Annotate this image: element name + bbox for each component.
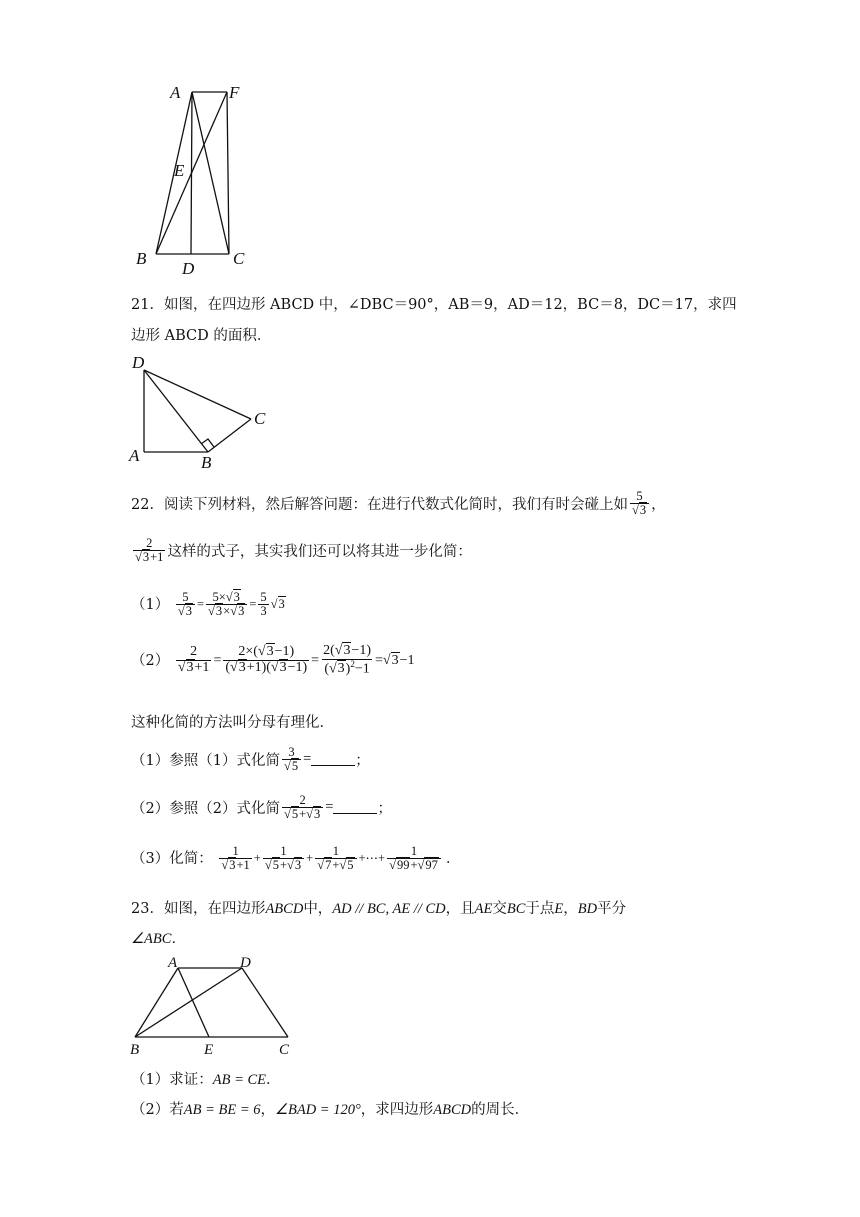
segment-BC: [208, 419, 251, 452]
segment-AB: [135, 968, 178, 1037]
q23-part1: [131, 1068, 281, 1089]
label-B: B: [130, 1042, 140, 1058]
label-E: E: [174, 161, 185, 180]
segment-DC: [242, 968, 288, 1037]
label-A: A: [129, 446, 140, 465]
fraction-2-over-sqrt3-plus-1: $\frac{2}{√3+1}$: [135, 536, 164, 565]
segment-AE: [178, 968, 209, 1037]
q22-summary: 这种化简的方法叫分母有理化．: [131, 715, 334, 731]
q22-part1-end: ；: [355, 753, 370, 770]
figure-q20: [130, 78, 260, 278]
q23-text: 的周长．: [471, 1102, 530, 1118]
q22-part2: （2）参照（2）式化简 $\frac{2}{√5+√3}$ = ；: [131, 793, 392, 822]
q23-part2-label: （2）若: [131, 1102, 184, 1118]
q23-text-line2: ∠ABC．: [131, 931, 186, 947]
q22-intro-text: 22．阅读下列材料，然后解答问题：在进行代数式化简时，我们有时会碰上如: [131, 497, 628, 514]
segment-FC: [227, 92, 229, 254]
q23-text: ，且: [445, 901, 475, 917]
label-F: F: [229, 83, 240, 102]
label-B: B: [136, 249, 147, 268]
answer-blank-1[interactable]: [311, 753, 355, 766]
segment-AC: [192, 92, 229, 254]
q23-var: E: [554, 901, 564, 917]
label-D: D: [240, 955, 251, 971]
q22-example2: [131, 644, 415, 677]
q22-part2-label: （2）参照（2）式化简: [131, 801, 280, 818]
q23-text: 平分: [597, 901, 627, 917]
example1-formula: $\frac{5}{√3}$ = $\frac{5\times√3}{√3\times√3}$ = $\frac{5}{3}$ √3: [177, 590, 285, 619]
fraction-3-over-sqrt5: $\frac{3}{√5}$: [282, 746, 301, 773]
q23-text: 于点: [525, 901, 555, 917]
segment-DB: [144, 370, 208, 452]
label-A: A: [168, 955, 178, 971]
segment-BD: [135, 968, 242, 1037]
q22-intro-comma: ，: [651, 497, 666, 514]
figure-q21: [125, 348, 285, 473]
q23-part2-equation: AB = BE = 6: [183, 1102, 261, 1118]
q22-intro-line2: [131, 537, 472, 564]
example2-formula: $\frac{2}{√3+1}$ = $\frac{2\times(√3-1)}{(√3+1)(√3-1)}$ = $\frac{2(√3-1)}{(√3)^2-1}$ =√3−1: [177, 643, 415, 677]
q23-part1-equation: AB = CE: [212, 1072, 267, 1088]
fraction-5-over-sqrt3: $\frac{5}{√3}$: [630, 490, 649, 517]
answer-blank-2[interactable]: [333, 801, 377, 814]
q22-part1-label: （1）参照（1）式化简: [131, 753, 280, 770]
q23-text: 交: [492, 901, 507, 917]
q22-example1-label: （1）: [131, 597, 170, 613]
q23-text: ，: [563, 901, 578, 917]
label-C: C: [233, 249, 245, 268]
q23-condition: AD // BC, AE // CD: [332, 901, 446, 917]
segment-AD: [191, 92, 192, 254]
series-sum-formula: $\frac{1}{√3+1}$ + $\frac{1}{√5+√3}$ + $\frac{1}{√7+√5}$ +⋯+ $\frac{1}{√99+√97}$: [217, 851, 446, 865]
label-C: C: [279, 1042, 290, 1058]
q23-var: BD: [577, 901, 598, 917]
label-D: D: [182, 259, 195, 278]
label-A: A: [170, 83, 181, 102]
figure-q23: [125, 950, 300, 1060]
q22-part1: （1）参照（1）式化简 $\frac{3}{√5}$ = ；: [131, 745, 370, 774]
q23-var: ABCD: [265, 901, 304, 917]
q22-example2-label: （2）: [131, 653, 170, 670]
q23-var: AE: [474, 901, 493, 917]
q21-text-line2: 边形 ABCD 的面积．: [131, 328, 272, 344]
q23-var: ABCD: [433, 1102, 472, 1118]
label-E: E: [204, 1042, 214, 1058]
label-B: B: [201, 453, 212, 472]
q23-text: ，求四边形: [360, 1102, 434, 1118]
q22-part3: [131, 845, 461, 872]
q22-intro-line1: [131, 490, 666, 517]
q22-example1: [131, 591, 286, 618]
q21-text-line1: 21．如图，在四边形 ABCD 中，∠DBC＝90°，AB＝9，AD＝12，BC＝8，DC＝17，求四: [131, 297, 737, 313]
q23-var: BC: [506, 901, 526, 917]
label-C: C: [254, 409, 266, 428]
q23-part2: [131, 1098, 529, 1119]
q22-part3-label: （3）化简：: [131, 851, 213, 867]
label-D: D: [132, 353, 145, 372]
q22-part3-end: ．: [446, 851, 461, 867]
q23-text: ．: [266, 1072, 281, 1088]
q23-part2-angle: ∠BAD = 120°: [274, 1102, 361, 1118]
q23-text: 23．如图，在四边形: [131, 901, 266, 917]
q23-part1-label: （1）求证：: [131, 1072, 213, 1088]
fraction-2-over-sqrt5-plus-sqrt3: $\frac{2}{√5+√3}$: [282, 794, 323, 821]
q23-text: 中，: [303, 901, 333, 917]
q23-text-line1: [131, 897, 626, 918]
q22-part2-end: ；: [377, 801, 392, 818]
q22-intro-text2: 这样的式子，其实我们还可以将其进一步化简：: [167, 544, 472, 561]
segment-DC: [144, 370, 251, 419]
q23-text: ，: [260, 1102, 275, 1118]
